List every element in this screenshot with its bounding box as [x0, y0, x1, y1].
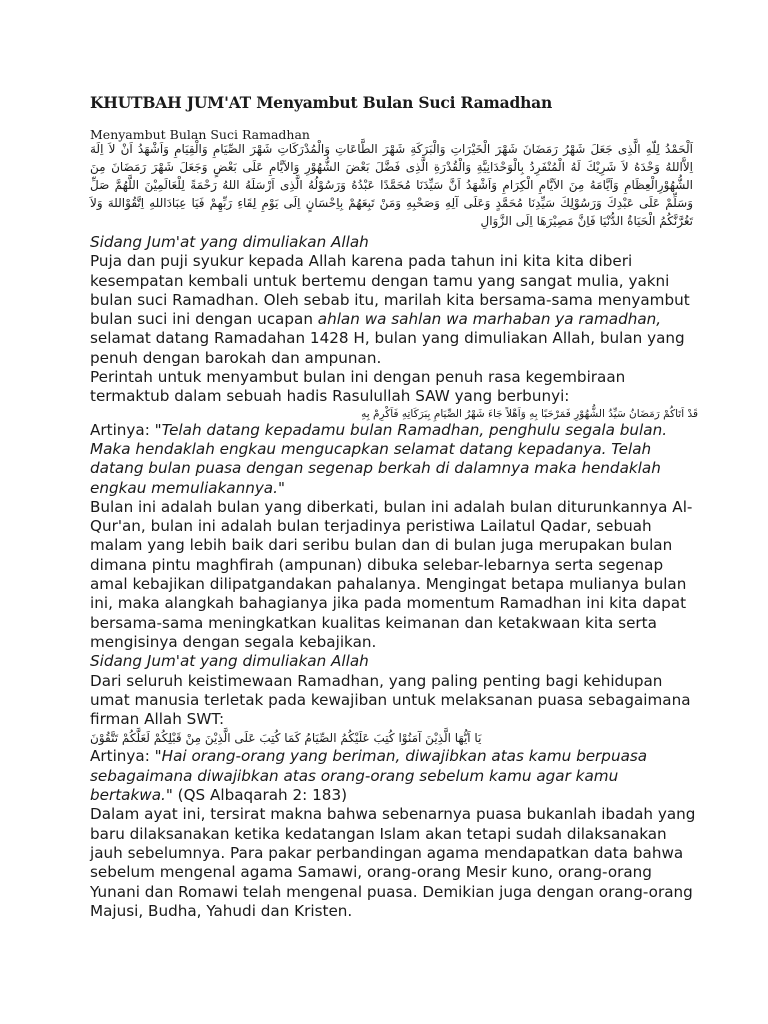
greeting-1: Sidang Jum'at yang dimuliakan Allah [90, 233, 369, 251]
quote-close: " [277, 478, 285, 497]
sermon-body [90, 233, 698, 921]
greeting-2: Sidang Jum'at yang dimuliakan Allah [90, 652, 369, 671]
hadith-translation: Telah datang kepadamu bulan Ramadhan, penghulu segala bulan. Maka hendaklah engkau mengucapkan selamat datang kepadanya. Telah datang bulan puasa dengan segenap berkah di dalamnya maka hendaklah engkau memuliakannya. [90, 420, 668, 497]
hadith-translation-paragraph [90, 421, 698, 498]
verse-translation: Hai orang-orang yang beriman, diwajibkan atas kamu berpuasa sebagaimana diwajibkan atas orang-orang sebelum kamu agar kamu bertakwa. [90, 747, 648, 805]
verse-translation-paragraph [90, 747, 698, 805]
arabic-opening-prayer: اَلْحَمْدُ لِلّهِ الَّذِى جَعَلَ شَهْرُ رَمَضَانَ شَهْرَ الْخَيْرَاتِ وَالْبَرَكَةِ شَهْرَ الطَّاعَاتِ وَالْمُدْرَكَاتِ شَهْرَ الصِّيَامِ وَالْقِيَامِ وَاَشْهَدُ اَنْ لاَ اِلَهَ اِلاَّاللهُ وَحْدَهُ لاَ شَرِيْكَ لَهُ الْمُنْفَرِدُ بِالْوَحْدَانِيَّةِ وَالْقُدْرَةِ الَّذِى فَضَّلَ بَعْضَ الشُّهُوْرِ وَالاَيَّامِ عَلَى بَعْضٍ وَجَعَلَ شَهْرَ رَمَضَانَ مِنَ الشُّهُوْرِالْعِظَامِ وَاَيَّامَهُ مِنَ الاَيَّامِ الْكِرَامِ وَاَشْهَدُ اَنَّ سَيِّدَنَا مُحَمَّدًا عَبْدُهُ وَرَسُوْلُهُ الَّذِى اَرْسَلَهُ اللهُ رَحْمَةً لِلْعَالَمِيْنَ اللَّهُمَّ صَلِّ وَسَلِّمْ عَلَى عَبْدِكَ وَرَسُوْلِكَ سَيِّدِنَا مُحَمَّدٍ وَعَلَى آلِهِ وَصَحْبِهِ وَمَنْ تَبِعَهُمْ بِاِحْسَانٍ اِلَى يَوْمِ لِقَاءِ رَبِّهِمْ فَيَا عِبَادَاللهِ اِتَّقُوْاللهَ وَلاَ تَغُرَّنَّكُمُ الْحَيَاةُ الدُّنْيَا فَاِنَّ مَصِيْرَهَا اِلَى الزَّوَالِ [90, 142, 693, 228]
verse-arabic: يَا اَيُّهَا الَّذِيْنَ آمَنُوْا كُتِبَ عَلَيْكُمُ الصِّيَامُ كَمَا كُتِبَ عَلَى الَّذِيْنَ مِنْ قَبْلِكُمْ لَعَلَّكُمْ تَتَّقُوْنَ [90, 731, 482, 746]
artinya-label: Artinya: " [90, 420, 162, 439]
paragraph-3: Bulan ini adalah bulan yang diberkati, bulan ini adalah bulan diturunkannya Al-Qur'an, bulan ini adalah bulan terjadinya peristiwa Lailatul Qadar, sebuah malam yang lebih baik dari seribu bulan dan di bulan juga merupakan bulan dimana pintu maghfirah (ampunan) dibuka selebar-lebarnya serta segenap amal kebajikan dilipatgandakan pahalanya. Mengingat betapa mulianya bulan ini, maka alangkah bahagianya jika pada momentum Ramadhan ini kita dapat bersama-sama meningkatkan kualitas keimanan dan ketakwaan kita serta mengisinya dengan segala kebajikan. [90, 497, 693, 651]
document-subtitle: Menyambut Bulan Suci Ramadhan [90, 127, 310, 142]
paragraph-1 [90, 252, 698, 368]
paragraph-4: Dari seluruh keistimewaan Ramadhan, yang paling penting bagi kehidupan umat manusia terletak pada kewajiban untuk melaksanan puasa sebagaimana firman Allah SWT: [90, 671, 691, 729]
hadith-arabic: قَدْ اَتَاكُمْ رَمَضَانُ سَيِّدُ الشُّهُوْرِ فَمَرْحَبًا بِهِ وَاَهْلاً جَاءَ شَهْرُ الصِّيَامِ بِبَرَكَاتِهِ فَاَكْرِمْ بِهِ [361, 407, 698, 420]
paragraph-2: Perintah untuk menyambut bulan ini dengan penuh rasa kegembiraan termaktub dalam sebuah hadis Rasulullah SAW yang berbunyi: [90, 368, 626, 406]
verse-reference: " (QS Albaqarah 2: 183) [165, 786, 348, 805]
paragraph-1-italic: ahlan wa sahlan wa marhaban ya ramadhan, [317, 310, 662, 329]
paragraph-1-text-a: Puja dan puji syukur kepada Allah karena pada tahun ini kita kita diberi kesempatan kembali untuk bertemu dengan tamu yang sangat mulia, yakni bulan suci Ramadhan. Oleh sebab itu, marilah kita bersama-sama menyambut bulan suci ini dengan ucapan [90, 252, 690, 329]
verse-artinya-label: Artinya: " [90, 747, 162, 766]
paragraph-1-text-b: selamat datang Ramadahan 1428 H, bulan yang dimuliakan Allah, bulan yang penuh dengan barokah dan ampunan. [90, 329, 685, 367]
document-title: KHUTBAH JUM'AT Menyambut Bulan Suci Ramadhan [90, 93, 553, 112]
paragraph-5: Dalam ayat ini, tersirat makna bahwa sebenarnya puasa bukanlah ibadah yang baru dilaksanakan ketika kedatangan Islam akan tetapi sudah dilaksanakan jauh sebelumnya. Para pakar perbandingan agama mendapatkan data bahwa sebelum mengenal agama Samawi, orang-orang Mesir kuno, orang-orang Yunani dan Romawi telah mengenal puasa. Demikian juga dengan orang-orang Majusi, Budha, Yahudi dan Kristen. [90, 805, 696, 920]
